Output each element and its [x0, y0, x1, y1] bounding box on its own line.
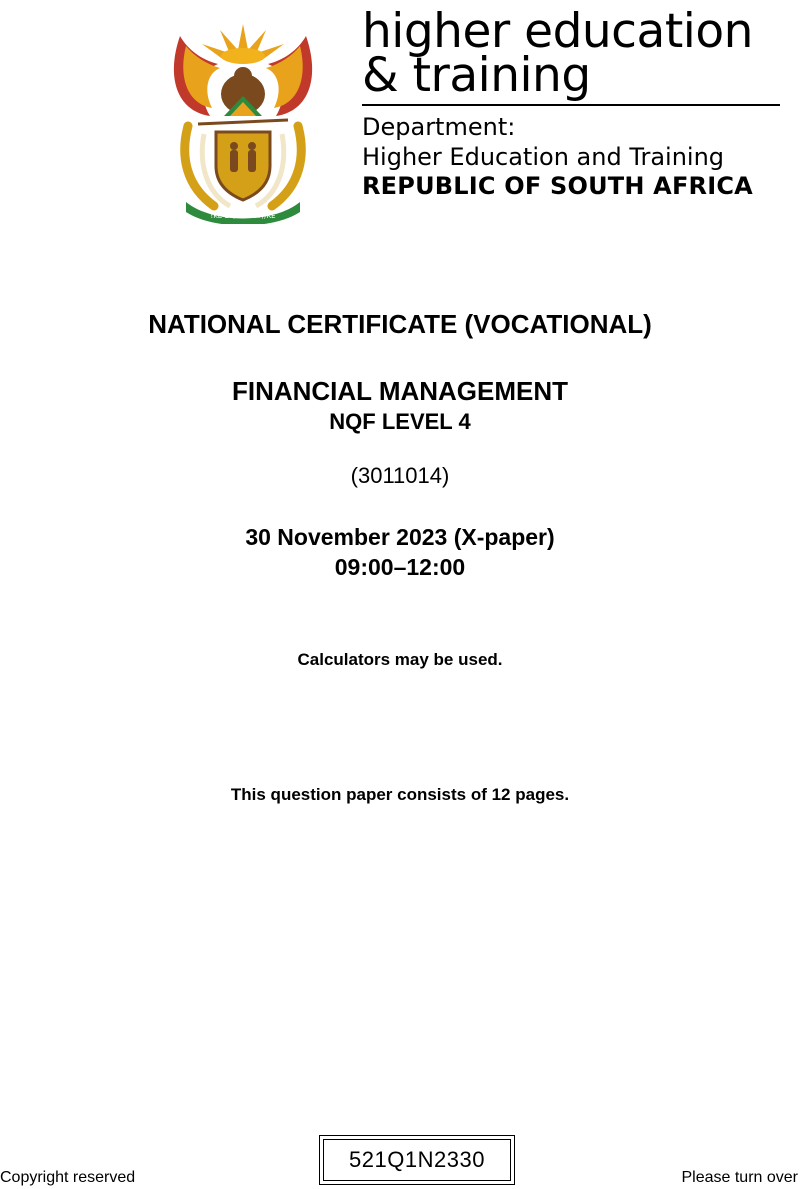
coat-of-arms-motto: !KE E: /XARRA //KE — [210, 212, 276, 220]
department-name: Higher Education and Training — [362, 143, 725, 171]
exam-date: 30 November 2023 (X-paper) — [245, 524, 555, 550]
brand-line-1: higher education — [362, 4, 753, 59]
brand-divider — [362, 104, 780, 106]
calculators-note: Calculators may be used. — [297, 650, 503, 669]
paper-code-box — [319, 1135, 515, 1185]
turn-over-notice: Please turn over — [681, 1169, 798, 1186]
department-label: Department: — [362, 113, 516, 141]
certificate-title: NATIONAL CERTIFICATE (VOCATIONAL) — [148, 309, 652, 339]
page-count-note: This question paper consists of 12 pages. — [230, 785, 570, 804]
copyright-notice: Copyright reserved — [0, 1169, 136, 1186]
subject-title: FINANCIAL MANAGEMENT — [231, 376, 569, 406]
subject-code: (3011014) — [350, 463, 450, 488]
coat-of-arms-logo — [158, 16, 328, 224]
department-branding — [362, 4, 782, 200]
nqf-level: NQF LEVEL 4 — [329, 409, 471, 434]
country-name: REPUBLIC OF SOUTH AFRICA — [362, 172, 753, 200]
brand-line-2: & training — [362, 48, 591, 103]
paper-code: 521Q1N2330 — [323, 1139, 511, 1181]
exam-time: 09:00–12:00 — [334, 554, 466, 580]
